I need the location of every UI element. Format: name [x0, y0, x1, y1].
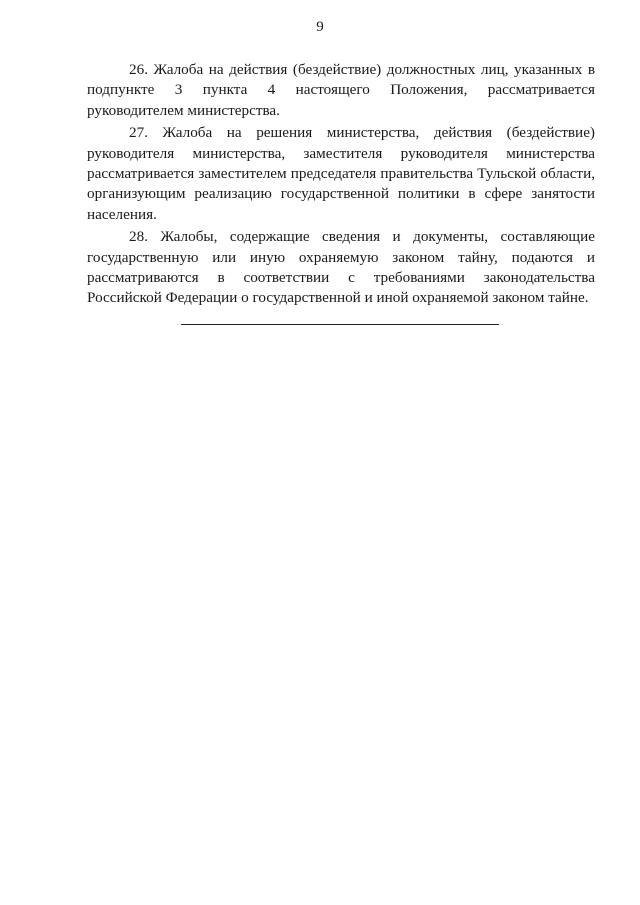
- document-body: [87, 60, 595, 311]
- end-of-text-separator-line: [181, 324, 499, 325]
- paragraph-28: 28. Жалобы, содержащие сведения и документы, составляющие государственную или иную охраняемую законом тайну, подаются и рассматриваются в соответствии с требованиями законодательства Российской Федерации о государственной и иной охраняемой законом тайне.: [87, 228, 595, 307]
- page-number: 9: [316, 19, 324, 35]
- paragraph-26: 26. Жалоба на действия (бездействие) должностных лиц, указанных в подпункте 3 пункта 4 настоящего Положения, рассматривается руководителем министерства.: [87, 61, 595, 119]
- paragraph-27: 27. Жалоба на решения министерства, действия (бездействие) руководителя министерства, заместителя руководителя министерства рассматривается заместителем председателя правительства Тульской области, организующим реализацию государственной политики в сфере занятости населения.: [87, 124, 595, 223]
